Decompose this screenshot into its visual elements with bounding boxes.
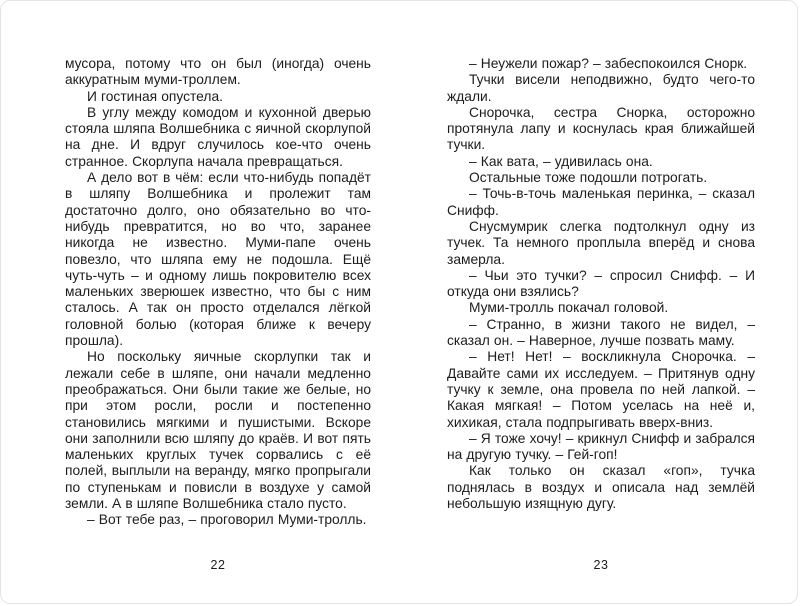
paragraph: Снорочка, сестра Снорка, осторожно протянула лапу и коснулась края ближайшей тучки.: [447, 104, 755, 153]
paragraph: Снусмумрик слегка подтолкнул одну из тучек. Та немного проплыла вперёд и снова замерла.: [447, 218, 755, 267]
paragraph: А дело вот в чём: если что-нибудь попадёт в шляпу Волшебника и пролежит там достаточно долго, оно обязательно во что-нибудь превратится, но во что, заранее никогда не известно. Муми-папе очень повезло, что шляпа ему не подошла. Ещё чуть-чуть – и одному лишь покровителю всех маленьких зверюшек известно, что бы с ним сталось. А так он просто отделался лёгкой головной болью (которая ближе к вечеру прошла).: [65, 170, 371, 349]
paragraph: – Чьи это тучки? – спросил Снифф. – И откуда они взялись?: [447, 267, 755, 300]
paragraph: – Странно, в жизни такого не видел, – сказал он. – Наверное, лучше позвать маму.: [447, 316, 755, 349]
paragraph: – Я тоже хочу! – крикнул Снифф и забрался на другую тучку. – Гей-гоп!: [447, 430, 755, 463]
paragraph: В углу между комодом и кухонной дверью стояла шляпа Волшебника с яичной скорлупой на дне. И вдруг случилось кое-что очень странное. Скорлупа начала превращаться.: [65, 104, 371, 169]
page-22: [1, 1, 399, 603]
paragraph: Остальные тоже подошли потрогать.: [469, 170, 708, 186]
paragraph: Но поскольку яичные скорлупки так и лежали себе в шляпе, они начали медленно преображаться. Они были такие же белые, но при этом росли, росли и постепенно становились мягкими и пушистыми. Вскоре они заполнили всю шляпу до краёв. И вот пять маленьких круглых тучек сорвались с её полей, выплыли на веранду, мягко пропрыгали по ступенькам и повисли в воздухе у самой земли. А в шляпе Волшебника стало пусто.: [65, 349, 371, 512]
paragraph: – Точь-в-точь маленькая перинка, – сказал Снифф.: [447, 186, 755, 218]
page-number-left: 22: [210, 558, 226, 572]
paragraph: – Вот тебе раз, – проговорил Муми-тролль.: [87, 512, 367, 528]
paragraph: – Неужели пожар? – забеспокоился Снорк.: [469, 56, 748, 71]
paragraph: И гостиная опустела.: [87, 88, 223, 104]
paragraph: Как только он сказал «гоп», тучка поднялась в воздух и описала над землёй небольшую изящную дугу.: [447, 463, 755, 512]
page-number-right: 23: [593, 558, 609, 572]
paragraph: мусора, потому что он был (иногда) очень аккуратным муми-троллем.: [65, 56, 371, 88]
paragraph: Тучки висели неподвижно, будто чего-то ждали.: [447, 72, 755, 104]
page-23: [399, 1, 797, 603]
paragraph: – Нет! Нет! – воскликнула Снорочка. – Давайте сами их исследуем. – Притянув одну тучку к земле, она провела по ней лапкой. – Какая мягкая! – Потом уселась на неё и, хихикая, стала подпрыгивать вверх-вниз.: [447, 349, 755, 430]
page-23-text: [447, 56, 755, 512]
page-22-text: [65, 56, 371, 529]
paragraph: Муми-тролль покачал головой.: [469, 300, 669, 316]
paragraph: – Как вата, – удивилась она.: [469, 153, 653, 169]
